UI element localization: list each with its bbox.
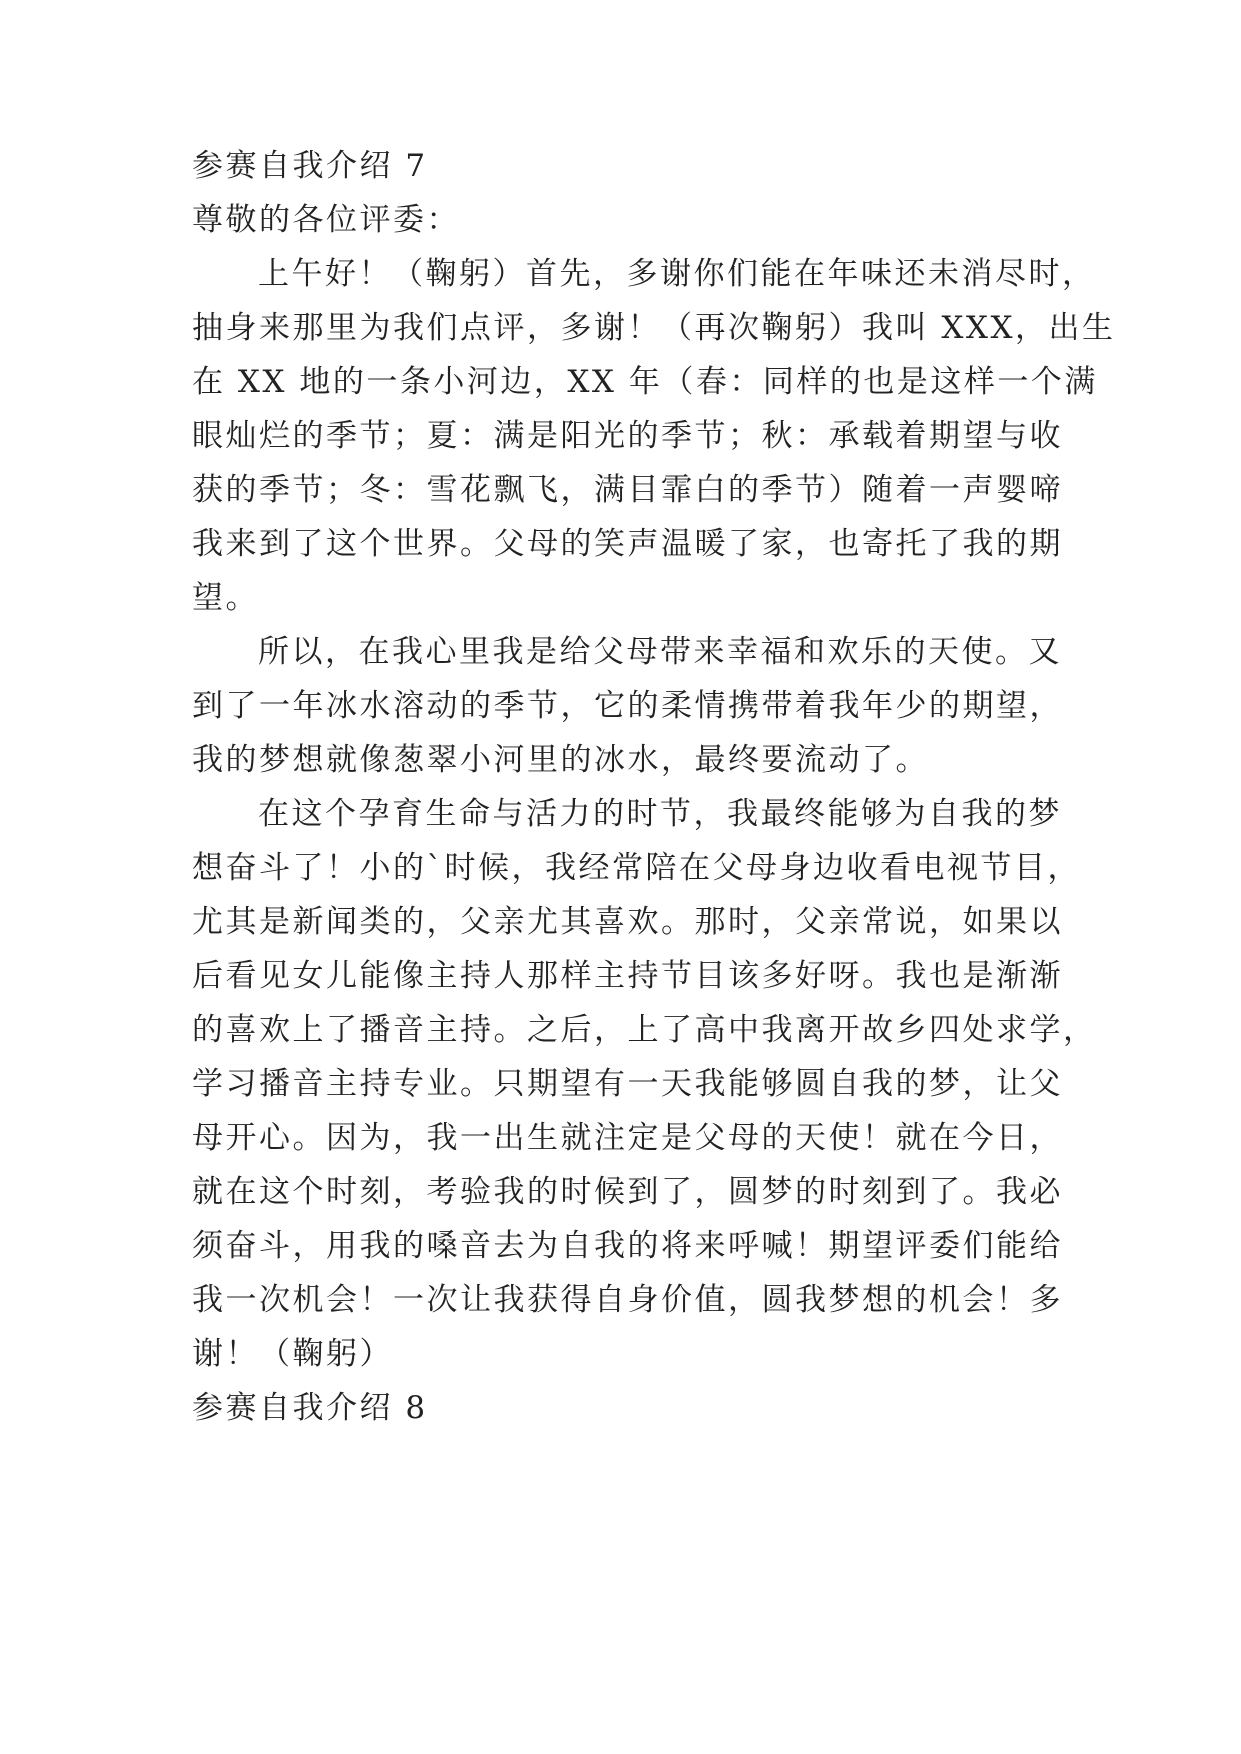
paragraph-line: 抽身来那里为我们点评，多谢！（再次鞠躬）我叫 XXX，出生 [192, 310, 1116, 346]
paragraph-line: 上午好！（鞠躬）首先，多谢你们能在年味还未消尽时， [258, 256, 1096, 292]
section-heading: 参赛自我介绍 8 [192, 1390, 428, 1426]
paragraph-line: 我一次机会！一次让我获得自身价值，圆我梦想的机会！多 [192, 1282, 1063, 1318]
paragraph-line: 学习播音主持专业。只期望有一天我能够圆自我的梦，让父 [192, 1066, 1063, 1102]
paragraph-line: 我来到了这个世界。父母的笑声温暖了家，也寄托了我的期 [192, 526, 1063, 562]
paragraph-line: 后看见女儿能像主持人那样主持节目该多好呀。我也是渐渐 [192, 958, 1063, 994]
paragraph-line: 谢！（鞠躬） [192, 1336, 393, 1372]
paragraph-line: 母开心。因为，我一出生就注定是父母的天使！就在今日， [192, 1120, 1063, 1156]
paragraph-line: 我的梦想就像葱翠小河里的冰水，最终要流动了。 [192, 742, 929, 778]
paragraph-line: 获的季节；冬：雪花飘飞，满目霏白的季节）随着一声婴啼 [192, 472, 1063, 508]
salutation: 尊敬的各位评委： [192, 202, 460, 238]
paragraph-line: 尤其是新闻类的，父亲尤其喜欢。那时，父亲常说，如果以 [192, 904, 1063, 940]
paragraph-line: 想奋斗了！小的`时候，我经常陪在父母身边收看电视节目， [192, 850, 1081, 886]
section-heading: 参赛自我介绍 7 [192, 148, 428, 184]
paragraph-line: 在 XX 地的一条小河边，XX 年（春：同样的也是这样一个满 [192, 364, 1098, 400]
paragraph-line: 望。 [192, 580, 259, 616]
paragraph-line: 就在这个时刻，考验我的时候到了，圆梦的时刻到了。我必 [192, 1174, 1063, 1210]
paragraph-line: 到了一年冰水溶动的季节，它的柔情携带着我年少的期望， [192, 688, 1063, 724]
paragraph-line: 眼灿烂的季节；夏：满是阳光的季节；秋：承载着期望与收 [192, 418, 1063, 454]
paragraph-line: 须奋斗，用我的嗓音去为自我的将来呼喊！期望评委们能给 [192, 1228, 1063, 1264]
paragraph-line: 在这个孕育生命与活力的时节，我最终能够为自我的梦 [258, 796, 1062, 832]
paragraph-line: 的喜欢上了播音主持。之后，上了高中我离开故乡四处求学， [192, 1012, 1097, 1048]
paragraph-line: 所以，在我心里我是给父母带来幸福和欢乐的天使。又 [258, 634, 1062, 670]
